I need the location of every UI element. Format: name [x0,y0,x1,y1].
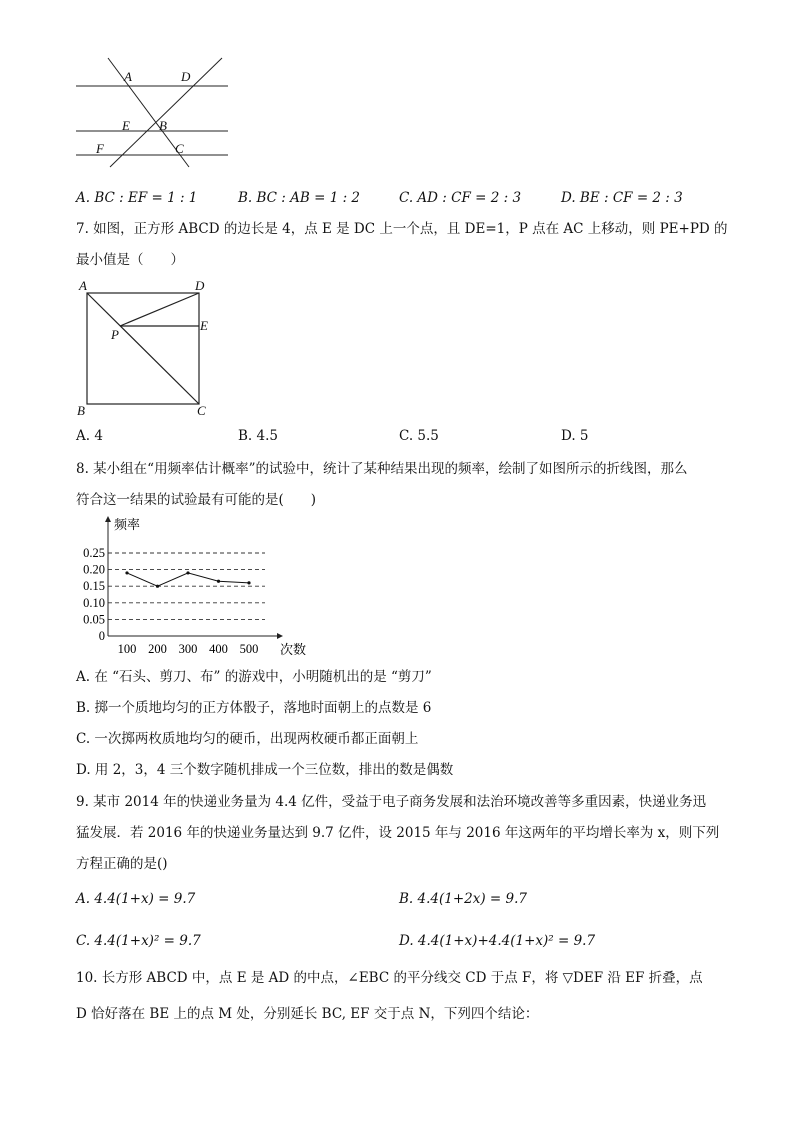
data-point [156,585,159,588]
label-C: C [197,403,206,418]
label-E: E [200,318,208,333]
label-A: A [79,278,87,293]
q9-option-a[interactable]: A. 4.4(1+x) = 9.7 [76,891,196,907]
y-tick-label: 0.20 [83,562,105,577]
q9-option-b[interactable]: B. 4.4(1+2x) = 9.7 [399,891,527,907]
square-figure [74,278,224,420]
q7-option-d[interactable]: D. 5 [561,428,589,444]
y-tick-label: 0.25 [83,546,105,560]
label-B: B [77,403,85,418]
q6-option-c[interactable]: C. AD : CF = 2 : 3 [399,190,522,206]
x-tick-label: 300 [178,642,198,656]
q9-option-c[interactable]: C. 4.4(1+x)² = 9.7 [76,933,201,949]
y-tick-label: 0.15 [83,579,105,594]
label-A: A [124,69,132,84]
label-D: D [181,69,191,84]
q10-stem-line1: 10. 长方形 ABCD 中，点 E 是 AD 的中点，∠EBC 的平分线交 CD 于点 F，将 ▽DEF 沿 EF 折叠，点 [76,970,703,986]
q9-stem-line3: 方程正确的是() [76,856,168,872]
q7-stem-line2: 最小值是（ ） [76,252,184,268]
q8-option-a[interactable]: A. 在 “石头、剪刀、布” 的游戏中，小明随机出的是 “剪刀” [76,669,432,685]
q8-option-b[interactable]: B. 掷一个质地均匀的正方体骰子，落地时面朝上的点数是 6 [76,700,432,716]
q9-option-d[interactable]: D. 4.4(1+x)+4.4(1+x)² = 9.7 [399,933,596,949]
y-tick-label: 0.05 [83,612,105,627]
label-F: F [96,141,104,156]
label-B: B [159,118,167,133]
label-E: E [122,118,130,133]
q9-stem-line2: 猛发展．若 2016 年的快递业务量达到 9.7 亿件，设 2015 年与 2016 年这两年的平均增长率为 x，则下列 [76,825,720,841]
y-axis-label: 频率 [114,517,141,532]
q7-option-a[interactable]: A. 4 [76,428,103,444]
q8-option-d[interactable]: D. 用 2，3，4 三个数字随机排成一个三位数，排出的数是偶数 [76,762,454,778]
q7-option-b[interactable]: B. 4.5 [238,428,278,444]
q6-option-a[interactable]: A. BC : EF = 1 : 1 [76,190,198,206]
data-point [125,571,128,574]
series-line [127,573,249,586]
segment-pd [120,293,199,326]
q10-stem-line2: D 恰好落在 BE 上的点 M 处，分别延长 BC, EF 交于点 N，下列四个结论： [76,1006,539,1022]
label-P: P [111,327,119,342]
y-tick-label: 0 [98,629,105,643]
q7-option-c[interactable]: C. 5.5 [399,428,439,444]
q6-option-d[interactable]: D. BE : CF = 2 : 3 [561,190,683,206]
data-point [217,580,220,583]
y-tick-label: 0.10 [83,595,105,610]
diagonal-ac [87,293,199,404]
q6-option-b[interactable]: B. BC : AB = 1 : 2 [238,190,361,206]
data-point [186,571,189,574]
data-point [247,581,250,584]
label-C: C [175,141,184,156]
label-D: D [195,278,205,293]
q9-stem-line1: 9. 某市 2014 年的快递业务量为 4.4 亿件，受益于电子商务发展和法治环境改善等多重因素，快递业务迅 [76,794,707,810]
q8-option-c[interactable]: C. 一次掷两枚质地均匀的硬币，出现两枚硬币都正面朝上 [76,731,419,747]
x-tick-label: 200 [148,642,167,656]
frequency-line-chart [70,513,330,661]
x-tick-label: 500 [239,642,259,656]
q7-stem-line1: 7. 如图，正方形 ABCD 的边长是 4，点 E 是 DC 上一个点，且 DE=1，P 点在 AC 上移动，则 PE+PD 的 [76,221,728,237]
q8-stem-line2: 符合这一结果的试验最有可能的是( ) [76,492,317,508]
x-axis-label: 次数 [280,642,307,657]
parallel-lines-figure [70,50,240,170]
x-tick-label: 100 [117,642,137,656]
x-tick-label: 400 [209,642,228,656]
q8-stem-line1: 8. 某小组在“用频率估计概率”的试验中，统计了某种结果出现的频率，绘制了如图所示的折线图，那么 [76,461,688,477]
